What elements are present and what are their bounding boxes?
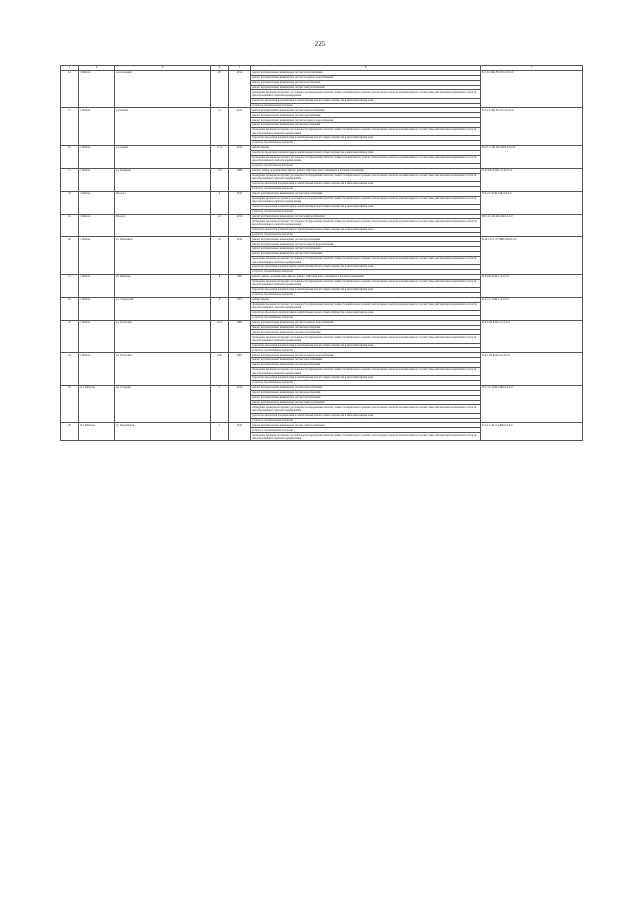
work-type-cell: проведение проверки на предмет достоверности определения сметной стоимости капитального ремонта или проверка сметной документации на соответствие действующим нормативам в области ценообразования в сметном нормировании xyxy=(251,279,481,287)
header-cell: 4 xyxy=(211,66,229,71)
house-number-cell: 16 xyxy=(211,214,229,237)
locality-cell: г. Шахты xyxy=(79,145,115,168)
house-number-cell: 8 xyxy=(211,274,229,297)
work-type-cell: ремонт крыши xyxy=(251,297,481,302)
header-cell: 5 xyxy=(229,66,251,71)
work-type-cell: ремонт, замена, модернизация лифтов, ремонт лифтовых шахт, машинных и блочных помещений xyxy=(251,168,481,173)
building-code-cell: Б-5-4-С-Бф-Н-СЛ-0-0-0-0-0 xyxy=(481,108,583,146)
work-type-cell: проведение проверки на предмет достоверности определения сметной стоимости капитального ремонта или проверка сметной документации на соответствие действующим нормативам в области ценообразования в сметном нормировании xyxy=(251,155,481,163)
work-type-cell: разработка проектной документации на капитальный ремонт общего имущества в многоквартирном доме xyxy=(251,310,481,315)
work-type-cell: проведение проверки на предмет достоверности определения сметной стоимости капитального ремонта или проверка сметной документации на соответствие действующим нормативам в области ценообразования в сметном нормировании xyxy=(251,405,481,413)
row-number: 24 xyxy=(61,353,79,386)
year-cell: 1997 xyxy=(229,274,251,297)
work-type-cell: ремонт, замена, модернизация лифтов, ремонт лифтовых шахт, машинных и блочных помещений xyxy=(251,274,481,279)
house-number-cell: 17 А xyxy=(211,145,229,168)
year-cell: 2012 xyxy=(229,423,251,441)
street-cell: р-н Левый xyxy=(115,108,211,146)
work-type-cell: ремонт внутридомовых инженерных систем холодного водоснабжения xyxy=(251,75,481,80)
house-number-cell: 16 xyxy=(211,237,229,275)
year-cell: 2014 xyxy=(229,108,251,146)
table-body xyxy=(61,70,583,441)
work-type-cell: ремонт крыши xyxy=(251,145,481,150)
work-type-cell: разработка проектной документации на капитальный ремонт общего имущества в многоквартирном доме xyxy=(251,265,481,270)
row-number: 17 xyxy=(61,168,79,191)
work-type-cell: ремонт внутридомовых инженерных систем электроснабжения xyxy=(251,400,481,405)
locality-cell: г. Шахты xyxy=(79,70,115,108)
work-type-cell: услуги по строительному контролю xyxy=(251,163,481,168)
work-type-cell: ремонт внутридомовых инженерных систем газоснабжения xyxy=(251,395,481,400)
street-cell: ул. Ремизова xyxy=(115,274,211,297)
building-code-cell: Ш-3-3-С-Ф-Ш-СЖ-0-0-0-0 xyxy=(481,214,583,237)
street-cell: ул. Гвардейская xyxy=(115,423,211,441)
work-type-cell: разработка проектной документации на капитальный ремонт общего имущества в многоквартирном доме xyxy=(251,136,481,141)
house-number-cell: 2 xyxy=(211,385,229,423)
work-type-cell: услуги по строительному контролю xyxy=(251,381,481,386)
work-type-cell: ремонт внутридомовых инженерных систем водоотведения xyxy=(251,363,481,368)
row-number: 14 xyxy=(61,70,79,108)
work-type-cell: ремонт внутридомовых инженерных систем водоотведения xyxy=(251,80,481,85)
locality-cell: пгт. Шахтель xyxy=(79,385,115,423)
street-cell: Проезд 1 xyxy=(115,214,211,237)
work-type-cell: проведение проверки на предмет достоверности определения сметной стоимости капитального ремонта или проверка сметной документации на соответствие действующим нормативам в области ценообразования в сметном нормировании xyxy=(251,127,481,135)
work-type-cell: услуги по строительному контролю xyxy=(251,103,481,108)
locality-cell: пгт. Шахтель xyxy=(79,423,115,441)
row-number: 20 xyxy=(61,237,79,275)
work-type-cell: ремонт внутридомовых инженерных систем электроснабжения xyxy=(251,108,481,113)
work-type-cell: разработка проектной документации на капитальный ремонт общего имущества в многоквартирном доме xyxy=(251,343,481,348)
work-type-cell: услуги по строительному контролю xyxy=(251,418,481,423)
street-cell: ул. Уральская xyxy=(115,353,211,386)
street-cell: Проезд 1 xyxy=(115,191,211,214)
work-type-cell: ремонт внутридомовых инженерных систем холодного водоснабжения xyxy=(251,242,481,247)
locality-cell: г. Шахты xyxy=(79,168,115,191)
work-type-cell: разработка проектной документации на капитальный ремонт общего имущества в многоквартирном доме xyxy=(251,376,481,381)
work-type-cell: проведение проверки на предмет достоверности определения сметной стоимости капитального ремонта или проверка сметной документации на соответствие действующим нормативам в области ценообразования в сметном нормировании xyxy=(251,256,481,264)
work-type-cell: ремонт внутридомовых инженерных систем электроснабжения xyxy=(251,85,481,90)
work-type-cell: ремонт внутридомовых инженерных систем электроснабжения xyxy=(251,423,481,428)
house-number-cell: 173 xyxy=(211,168,229,191)
building-code-cell: К-6-3-Ш-Б-Ш-С-0-0-0-0 xyxy=(481,320,583,353)
building-code-cell: П-3-3-С-Б-Ш-СЖБ-0-0-0-0 xyxy=(481,385,583,423)
year-cell: 2012 xyxy=(229,191,251,214)
street-cell: р-н Левый xyxy=(115,145,211,168)
house-number-cell: 2 xyxy=(211,423,229,441)
year-cell: 2014 xyxy=(229,70,251,108)
building-code-cell: П-9-3-Н-Д-Ш-С-Л-Б-0-0-0 xyxy=(481,168,583,191)
year-cell: 1988 xyxy=(229,168,251,191)
work-type-cell: ремонт внутридомовых инженерных систем газоснабжения xyxy=(251,330,481,335)
capital-repair-table xyxy=(60,65,583,441)
work-type-cell: разработка проектной документации на капитальный ремонт общего имущества в многоквартирном доме xyxy=(251,413,481,418)
work-type-cell: разработка проектной документации на капитальный ремонт общего имущества в многоквартирном доме xyxy=(251,150,481,155)
work-type-cell: услуги по строительному контролю xyxy=(251,315,481,320)
row-number: 19 xyxy=(61,214,79,237)
work-type-cell: разработка проектной документации на капитальный ремонт общего имущества в многоквартирном доме xyxy=(251,227,481,232)
work-type-cell: разработка проектной документации на капитальный ремонт общего имущества в многоквартирном доме xyxy=(251,181,481,186)
row-number: 18 xyxy=(61,191,79,214)
year-cell: 2012 xyxy=(229,145,251,168)
work-type-cell: ремонт внутридомовых инженерных систем холодного водоснабжения xyxy=(251,118,481,123)
work-type-cell: проведение проверки на предмет достоверности определения сметной стоимости капитального ремонта или проверка сметной документации на соответствие действующим нормативам в области ценообразования в сметном нормировании xyxy=(251,173,481,181)
building-code-cell: Б-5-3-С-Бф-Н-СЛ-0-0-0-0-0 xyxy=(481,70,583,108)
year-cell: 2004 xyxy=(229,320,251,353)
house-number-cell: 4 xyxy=(211,191,229,214)
page-number: 225 xyxy=(314,40,326,48)
work-type-cell: услуги по строительному контролю xyxy=(251,186,481,191)
work-type-cell: услуги по строительному контролю xyxy=(251,348,481,353)
row-number: 15 xyxy=(61,108,79,146)
work-type-cell: проведение проверки на предмет достоверности определения сметной стоимости капитального ремонта или проверка сметной документации на соответствие действующим нормативам в области ценообразования в сметном нормировании xyxy=(251,335,481,343)
locality-cell: г. Шахты xyxy=(79,274,115,297)
work-type-cell: ремонт внутридомовых инженерных систем холодного водоснабжения xyxy=(251,320,481,325)
work-type-cell: проведение проверки на предмет достоверности определения сметной стоимости капитального ремонта или проверка сметной документации на соответствие действующим нормативам в области ценообразования в сметном нормировании xyxy=(251,219,481,227)
work-type-cell: проведение проверки на предмет достоверности определения сметной стоимости капитального ремонта или проверка сметной документации на соответствие действующим нормативам в области ценообразования в сметном нормировании xyxy=(251,367,481,375)
work-type-cell: ремонт внутридомовых инженерных систем теплоснабжения xyxy=(251,70,481,75)
header-cell: 3 xyxy=(115,66,211,71)
building-code-cell: К-6-1-Ш-Б-Ш-С-0-0-0-0 xyxy=(481,353,583,386)
street-cell: ул. Строителей xyxy=(115,297,211,320)
locality-cell: г. Шахты xyxy=(79,297,115,320)
locality-cell: г. Шахты xyxy=(79,191,115,214)
row-number: 23 xyxy=(61,320,79,353)
building-code-cell: Б-16-1-Е-С-Т-СЖБ-П-М-0-0-0 xyxy=(481,237,583,275)
work-type-cell: услуги по строительному контролю xyxy=(251,428,481,433)
street-cell: ул. Понтонная xyxy=(115,237,211,275)
house-number-cell: 10 Б xyxy=(211,353,229,386)
year-cell: 1977 xyxy=(229,297,251,320)
house-number-cell: 10 А xyxy=(211,320,229,353)
locality-cell: г. Шахты xyxy=(79,108,115,146)
row-number: 16 xyxy=(61,145,79,168)
building-code-cell: П-9-6-П-Б-Ш-С-0-0-0-0 xyxy=(481,274,583,297)
row-number: 26 xyxy=(61,423,79,441)
row-number: 21 xyxy=(61,274,79,297)
house-number-cell: 27 xyxy=(211,108,229,146)
work-type-cell: услуги по строительному контролю xyxy=(251,292,481,297)
year-cell: 2016 xyxy=(229,214,251,237)
work-type-cell: услуги по строительному контролю xyxy=(251,209,481,214)
work-type-cell: ремонт внутридомовых инженерных систем водоотведения xyxy=(251,237,481,242)
work-type-cell: разработка проектной документации на капитальный ремонт общего имущества в многоквартирном доме xyxy=(251,98,481,103)
work-type-cell: услуги по строительному контролю xyxy=(251,141,481,146)
house-number-cell: 6 xyxy=(211,297,229,320)
work-type-cell: проведение проверки на предмет достоверности определения сметной стоимости капитального ремонта или проверка сметной документации на соответствие действующим нормативам в области ценообразования в сметном нормировании xyxy=(251,302,481,310)
work-type-cell: ремонт внутридомовых инженерных систем теплоснабжения xyxy=(251,191,481,196)
building-code-cell: П-2-2-С-Е-Ш-СЖ-0-0-0-0 xyxy=(481,191,583,214)
work-type-cell: ремонт внутридомовых инженерных систем электроснабжения xyxy=(251,214,481,219)
work-type-cell: ремонт внутридомовых инженерных систем холодного водоснабжения xyxy=(251,353,481,358)
work-type-cell: проведение проверки на предмет достоверности определения сметной стоимости капитального ремонта или проверка сметной документации на соответствие действующим нормативам в области ценообразования в сметном нормировании xyxy=(251,196,481,204)
locality-cell: г. Шахты xyxy=(79,353,115,386)
work-type-cell: ремонт внутридомовых инженерных систем газоснабжения xyxy=(251,113,481,118)
year-cell: 2010 xyxy=(229,237,251,275)
work-type-cell: ремонт внутридомовых инженерных систем теплоснабжения xyxy=(251,385,481,390)
locality-cell: г. Шахты xyxy=(79,237,115,275)
work-type-cell: ремонт внутридомовых инженерных систем теплоснабжения xyxy=(251,358,481,363)
building-code-cell: Б-6-3-С-Пп-Ш-СЖ-Б-0-0-0-0 xyxy=(481,145,583,168)
work-type-cell: разработка проектной документации на капитальный ремонт общего имущества в многоквартирном доме xyxy=(251,288,481,293)
work-type-cell: ремонт внутридомовых инженерных систем водоотведения xyxy=(251,325,481,330)
header-cell: 1 xyxy=(61,66,79,71)
building-code-cell: К-4-1-С-С-Ш-С-0-0-0-0 xyxy=(481,297,583,320)
year-cell: 2016 xyxy=(229,385,251,423)
building-code-cell: Б-3-4-С-Ш-Т-СЖБ-0-0-0-0 xyxy=(481,423,583,441)
row-number: 25 xyxy=(61,385,79,423)
locality-cell: г. Шахты xyxy=(79,320,115,353)
work-type-cell: ремонт внутридомовых инженерных систем водоотведения xyxy=(251,390,481,395)
row-number: 22 xyxy=(61,297,79,320)
work-type-cell: проведение проверки на предмет достоверности определения сметной стоимости капитального ремонта или проверка сметной документации на соответствие действующим нормативам в области ценообразования в сметном нормировании xyxy=(251,433,481,441)
house-number-cell: 26 xyxy=(211,70,229,108)
street-cell: ул. Полярная xyxy=(115,168,211,191)
header-cell: 6 xyxy=(251,66,481,71)
work-type-cell: ремонт внутридомовых инженерных систем газоснабжения xyxy=(251,247,481,252)
work-type-cell: проведение проверки на предмет достоверности определения сметной стоимости капитального ремонта или проверка сметной документации на соответствие действующим нормативам в области ценообразования в сметном нормировании xyxy=(251,90,481,98)
header-cell: 2 xyxy=(79,66,115,71)
work-type-cell: услуги по строительному контролю xyxy=(251,270,481,275)
street-cell: ул. Уральская xyxy=(115,320,211,353)
work-type-cell: услуги по строительному контролю xyxy=(251,232,481,237)
header-cell: 7 xyxy=(481,66,583,71)
work-type-cell: ремонт внутридомовых инженерных систем теплоснабжения xyxy=(251,252,481,257)
street-cell: р-н Азовский xyxy=(115,70,211,108)
work-type-cell: разработка проектной документации на капитальный ремонт общего имущества в многоквартирном доме xyxy=(251,204,481,209)
locality-cell: г. Шахты xyxy=(79,214,115,237)
work-type-cell: ремонт внутридомовых инженерных систем водоотведения xyxy=(251,123,481,128)
year-cell: 2005 xyxy=(229,353,251,386)
street-cell: пр. Гагарина xyxy=(115,385,211,423)
